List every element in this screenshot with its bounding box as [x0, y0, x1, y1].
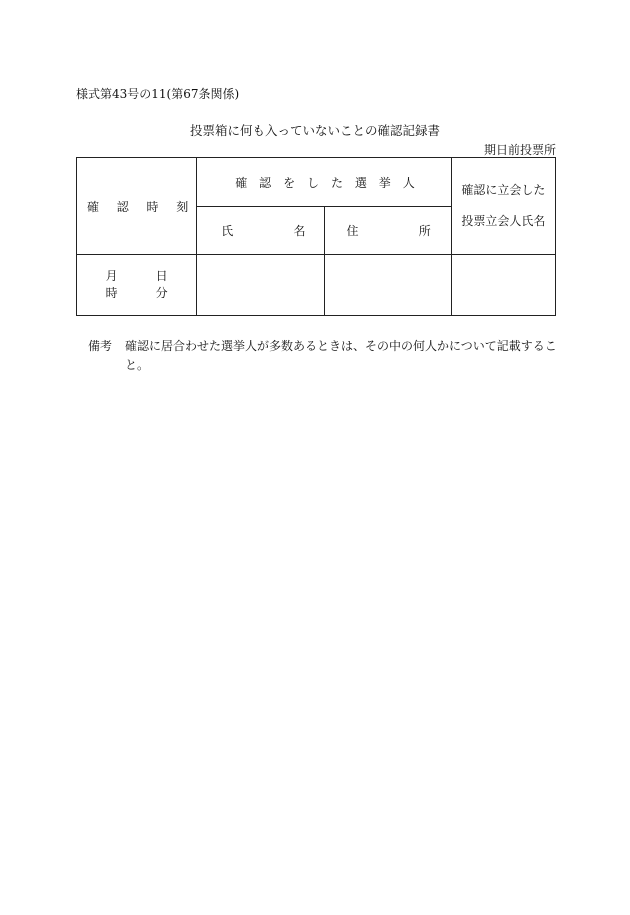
document-title: 投票箱に何も入っていないことの確認記録書	[189, 123, 440, 138]
confirming-voter-header-cell	[197, 158, 452, 207]
confirmation-time-entry	[77, 268, 196, 302]
witness-name-header: 確認に立会した 投票立会人氏名	[461, 183, 546, 228]
voter-name-header-cell	[197, 207, 324, 255]
voter-address-entry-cell[interactable]	[324, 255, 451, 316]
confirmation-time-entry-cell[interactable]	[77, 255, 197, 316]
voter-name-header: 氏 名	[221, 224, 306, 238]
month-unit-label: 月	[105, 269, 118, 283]
form-number: 様式第43号の11(第67条関係)	[76, 87, 240, 101]
voter-name-entry-cell[interactable]	[197, 255, 324, 316]
polling-location-label: 期日前投票所	[483, 143, 556, 157]
confirmation-record-table	[76, 157, 556, 316]
voter-address-header: 住 所	[346, 224, 431, 238]
minute-unit-label: 分	[155, 286, 168, 300]
voter-address-header-cell	[324, 207, 451, 255]
day-unit-label: 日	[155, 269, 168, 283]
hour-unit-label: 時	[105, 286, 118, 300]
confirmation-time-header-cell	[77, 158, 197, 255]
witness-name-header-cell	[451, 158, 555, 255]
witness-name-entry-cell[interactable]	[451, 255, 555, 316]
remarks-label: 備考	[88, 339, 113, 353]
remarks-note	[88, 337, 558, 375]
remarks-text: 確認に居合わせた選挙人が多数あるときは、その中の何人かについて記載するこ と。	[125, 339, 557, 372]
confirmation-time-header: 確 認 時 刻	[87, 199, 189, 214]
confirming-voter-header: 確 認 を し た 選 挙 人	[235, 175, 415, 190]
